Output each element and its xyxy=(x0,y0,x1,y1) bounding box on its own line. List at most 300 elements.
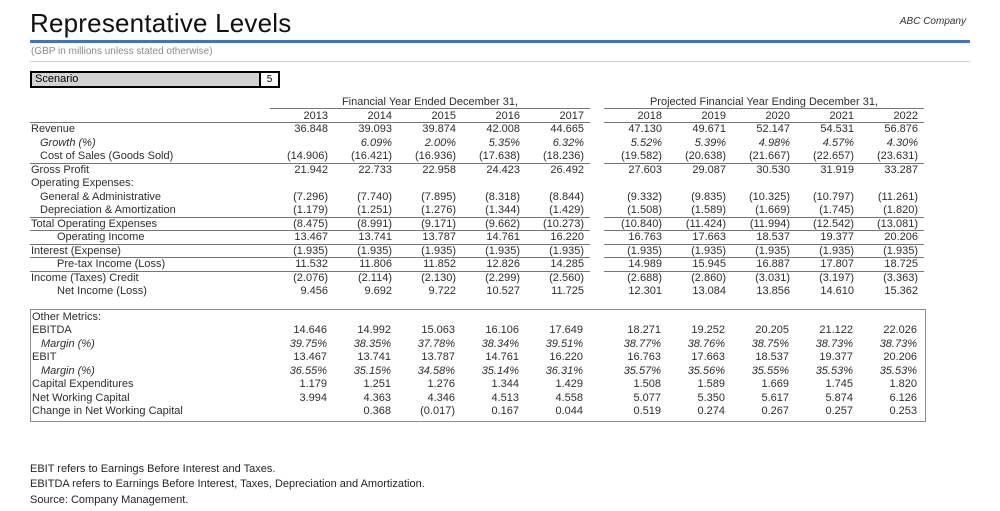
value-cell: 21.122 xyxy=(819,324,853,336)
value-cell xyxy=(526,177,590,191)
column-gap xyxy=(590,204,604,218)
value-cell xyxy=(525,311,589,325)
value-cell: 38.35% xyxy=(353,337,391,350)
value-cell: 16.106 xyxy=(485,324,519,336)
value-cell: (1.935) xyxy=(462,245,526,259)
scenario-value[interactable]: 5 xyxy=(259,73,278,86)
value-cell: 20.205 xyxy=(755,324,789,336)
value-cell: 6.32% xyxy=(552,136,584,149)
row-label: Change in Net Working Capital xyxy=(32,405,183,417)
value-cell: 16.220 xyxy=(526,231,590,245)
value-cell: (7.895) xyxy=(421,190,456,203)
corner-cell xyxy=(30,109,270,123)
column-gap xyxy=(589,405,603,419)
row-label: Growth (%) xyxy=(40,136,96,149)
value-cell: 17.807 xyxy=(796,258,860,272)
value-cell: 38.75% xyxy=(751,337,789,350)
column-gap xyxy=(589,392,603,406)
value-cell: (10.325) xyxy=(749,190,790,203)
value-cell: 0.044 xyxy=(555,405,583,417)
table-row xyxy=(30,258,970,272)
value-cell: 36.31% xyxy=(545,364,583,377)
value-cell: (2.560) xyxy=(549,271,584,284)
value-cell: (16.936) xyxy=(398,150,462,164)
value-cell: 12.826 xyxy=(462,258,526,272)
row-label: EBIT xyxy=(32,351,57,363)
value-cell: 5.874 xyxy=(825,391,853,404)
value-cell: 2.00% xyxy=(424,136,456,149)
year-header: 2017 xyxy=(526,109,590,123)
value-cell: (1.251) xyxy=(334,204,398,218)
value-cell: 0.257 xyxy=(825,405,853,417)
value-cell: (3.363) xyxy=(883,271,918,284)
value-cell: (16.421) xyxy=(334,150,398,164)
value-cell: (20.638) xyxy=(668,150,732,164)
row-label: Pre-tax Income (Loss) xyxy=(30,258,270,272)
value-cell: 38.77% xyxy=(623,337,661,350)
value-cell: 13.856 xyxy=(756,285,790,297)
value-cell: 13.787 xyxy=(421,351,455,363)
value-cell: 22.026 xyxy=(883,324,917,336)
value-cell: (9.332) xyxy=(627,190,662,203)
scenario-control[interactable] xyxy=(30,71,280,88)
value-cell: (17.638) xyxy=(462,150,526,164)
value-cell: (23.631) xyxy=(860,150,924,164)
value-cell: 1.429 xyxy=(555,378,583,390)
value-cell xyxy=(795,311,859,325)
table-row xyxy=(31,392,925,406)
value-cell: (10.797) xyxy=(813,190,854,203)
value-cell: (1.935) xyxy=(668,245,732,259)
row-label: Interest (Expense) xyxy=(30,245,270,259)
value-cell: 21.942 xyxy=(294,163,328,176)
value-cell: (1.935) xyxy=(526,245,590,259)
value-cell xyxy=(731,311,795,325)
year-header: 2022 xyxy=(860,109,924,123)
value-cell: 27.603 xyxy=(628,163,662,176)
table-row xyxy=(30,137,970,151)
value-cell: (3.031) xyxy=(755,271,790,284)
column-gap xyxy=(590,150,604,164)
value-cell: (7.740) xyxy=(357,190,392,203)
value-cell: (1.669) xyxy=(732,204,796,218)
year-header: 2021 xyxy=(796,109,860,123)
value-cell: 0.368 xyxy=(363,405,391,417)
value-cell: 14.989 xyxy=(604,258,668,272)
column-gap xyxy=(590,218,604,232)
group-header-row xyxy=(30,95,970,109)
value-cell: (12.542) xyxy=(796,218,860,232)
column-gap xyxy=(589,311,603,325)
value-cell: 20.206 xyxy=(883,351,917,363)
value-cell: 15.362 xyxy=(884,285,918,297)
value-cell: 11.532 xyxy=(270,258,334,272)
value-cell: 1.251 xyxy=(363,378,391,390)
footnote: Source: Company Management. xyxy=(30,493,189,506)
row-label: Operating Expenses: xyxy=(31,177,134,189)
footnote: EBIT refers to Earnings Before Interest and Taxes. xyxy=(30,462,276,475)
value-cell: 16.220 xyxy=(549,351,583,363)
value-cell: (19.582) xyxy=(604,150,668,164)
value-cell: (7.296) xyxy=(293,190,328,203)
value-cell: 0.167 xyxy=(491,405,519,417)
table-row xyxy=(30,177,970,191)
value-cell: 1.589 xyxy=(697,378,725,390)
value-cell: 22.958 xyxy=(422,163,456,176)
value-cell: 4.57% xyxy=(822,136,854,149)
column-gap xyxy=(590,164,604,178)
value-cell xyxy=(604,177,668,191)
value-cell xyxy=(398,177,462,191)
column-gap xyxy=(590,245,604,259)
value-cell: (1.935) xyxy=(334,245,398,259)
value-cell: 14.646 xyxy=(293,324,327,336)
value-cell: (1.935) xyxy=(860,245,924,259)
value-cell: (1.935) xyxy=(270,245,334,259)
value-cell: (1.935) xyxy=(398,245,462,259)
value-cell: 15.063 xyxy=(421,324,455,336)
column-gap xyxy=(590,137,604,151)
value-cell: 37.78% xyxy=(417,337,455,350)
row-label: Depreciation & Amortization xyxy=(30,204,270,218)
year-header: 2015 xyxy=(398,109,462,123)
value-cell xyxy=(462,177,526,191)
value-cell: (11.424) xyxy=(668,218,732,232)
value-cell: 0.519 xyxy=(633,405,661,417)
row-label: Margin (%) xyxy=(41,337,95,350)
group-header-projected: Projected Financial Year Ending December 31, xyxy=(604,95,924,109)
value-cell: 17.649 xyxy=(549,324,583,336)
row-label: Net Income (Loss) xyxy=(57,285,147,297)
value-cell: 10.527 xyxy=(486,285,520,297)
value-cell: 35.55% xyxy=(751,364,789,377)
column-gap xyxy=(589,365,603,379)
value-cell: 13.467 xyxy=(270,231,334,245)
table-row xyxy=(30,164,970,178)
value-cell: (1.935) xyxy=(604,245,668,259)
row-label: Operating Income xyxy=(30,231,270,245)
value-cell: (2.688) xyxy=(627,271,662,284)
value-cell xyxy=(796,177,860,191)
value-cell: (8.991) xyxy=(334,218,398,232)
column-gap xyxy=(590,285,604,299)
value-cell: 1.276 xyxy=(427,378,455,390)
value-cell: 1.669 xyxy=(761,378,789,390)
value-cell: 9.692 xyxy=(364,285,392,297)
value-cell: 33.287 xyxy=(884,163,918,176)
row-label: Gross Profit xyxy=(31,163,90,176)
value-cell: 35.14% xyxy=(481,364,519,377)
column-gap xyxy=(589,324,603,338)
value-cell: 26.492 xyxy=(550,163,584,176)
row-label: Margin (%) xyxy=(41,364,95,377)
value-cell: 29.087 xyxy=(692,163,726,176)
value-cell: 13.787 xyxy=(398,231,462,245)
value-cell: 19.252 xyxy=(691,324,725,336)
column-gap xyxy=(590,191,604,205)
group-header-historical: Financial Year Ended December 31, xyxy=(270,95,590,109)
value-cell: (2.114) xyxy=(357,271,392,284)
value-cell: (8.844) xyxy=(549,190,584,203)
units-subtitle: (GBP in millions unless stated otherwise) xyxy=(30,43,970,62)
value-cell: (10.840) xyxy=(604,218,668,232)
value-cell: 4.558 xyxy=(555,391,583,404)
row-label: Net Working Capital xyxy=(32,391,130,404)
value-cell: 13.741 xyxy=(357,351,391,363)
table-row xyxy=(30,272,970,286)
value-cell: 35.53% xyxy=(815,364,853,377)
value-cell: (1.745) xyxy=(796,204,860,218)
page-title: Representative Levels xyxy=(30,8,292,38)
value-cell: 36.848 xyxy=(294,123,328,135)
value-cell: 1.508 xyxy=(633,378,661,390)
value-cell: 16.887 xyxy=(732,258,796,272)
value-cell: 24.423 xyxy=(486,163,520,176)
value-cell: 44.665 xyxy=(550,123,584,135)
table-row xyxy=(30,218,970,232)
page-header xyxy=(0,0,1000,39)
value-cell: (1.344) xyxy=(462,204,526,218)
value-cell: (1.935) xyxy=(796,245,860,259)
company-name: ABC Company xyxy=(899,16,966,27)
value-cell: 35.57% xyxy=(623,364,661,377)
value-cell: 47.130 xyxy=(628,123,662,135)
table-row xyxy=(30,245,970,259)
value-cell xyxy=(269,405,333,419)
table-row xyxy=(31,311,925,325)
value-cell xyxy=(333,311,397,325)
value-cell: 15.945 xyxy=(668,258,732,272)
value-cell: 0.253 xyxy=(889,405,917,417)
financial-table xyxy=(30,95,970,299)
value-cell: (0.017) xyxy=(420,405,455,417)
value-cell: 0.274 xyxy=(697,405,725,417)
value-cell: 39.093 xyxy=(358,123,392,135)
value-cell: (14.906) xyxy=(270,150,334,164)
value-cell: (10.273) xyxy=(526,218,590,232)
value-cell: 17.663 xyxy=(691,351,725,363)
year-header: 2018 xyxy=(604,109,668,123)
column-gap xyxy=(590,258,604,272)
value-cell: (1.508) xyxy=(604,204,668,218)
value-cell: 3.994 xyxy=(299,391,327,404)
value-cell: (2.130) xyxy=(421,271,456,284)
row-label: Income (Taxes) Credit xyxy=(31,271,139,284)
value-cell: 6.126 xyxy=(889,391,917,404)
value-cell: 4.98% xyxy=(758,136,790,149)
value-cell xyxy=(668,177,732,191)
table-row xyxy=(31,338,925,352)
row-label: EBITDA xyxy=(32,324,72,336)
table-row xyxy=(30,231,970,245)
value-cell: (3.197) xyxy=(819,271,854,284)
value-cell: 5.617 xyxy=(761,391,789,404)
row-label: Total Operating Expenses xyxy=(30,218,270,232)
row-label: Revenue xyxy=(31,123,76,135)
row-label: Other Metrics: xyxy=(32,310,102,323)
year-header-row xyxy=(30,109,970,123)
value-cell: 14.761 xyxy=(462,231,526,245)
value-cell: (1.429) xyxy=(526,204,590,218)
table-row xyxy=(31,405,925,419)
value-cell: 1.344 xyxy=(491,378,519,390)
value-cell: 13.467 xyxy=(293,351,327,363)
table-row xyxy=(30,150,970,164)
value-cell: 6.09% xyxy=(360,136,392,149)
value-cell: 20.206 xyxy=(860,231,924,245)
table-row xyxy=(31,351,925,365)
column-gap xyxy=(590,272,604,286)
value-cell: 19.377 xyxy=(819,351,853,363)
value-cell xyxy=(667,311,731,325)
value-cell: 14.610 xyxy=(820,285,854,297)
value-cell: (1.276) xyxy=(398,204,462,218)
table-row xyxy=(30,123,970,137)
value-cell: (2.076) xyxy=(293,271,328,284)
value-cell: 17.663 xyxy=(668,231,732,245)
value-cell xyxy=(397,311,461,325)
value-cell: 18.271 xyxy=(627,324,661,336)
value-cell: 19.377 xyxy=(796,231,860,245)
value-cell: 4.346 xyxy=(427,391,455,404)
row-label: Cost of Sales (Goods Sold) xyxy=(30,150,270,164)
value-cell: 56.876 xyxy=(884,123,918,135)
value-cell: 16.763 xyxy=(604,231,668,245)
value-cell: 22.733 xyxy=(358,163,392,176)
column-gap xyxy=(590,123,604,137)
column-gap xyxy=(589,351,603,365)
value-cell: (1.179) xyxy=(270,204,334,218)
value-cell: 14.992 xyxy=(357,324,391,336)
value-cell xyxy=(334,177,398,191)
table-row xyxy=(31,324,925,338)
value-cell: 12.301 xyxy=(628,285,662,297)
value-cell: (22.657) xyxy=(796,150,860,164)
value-cell: 5.077 xyxy=(633,391,661,404)
row-label: Capital Expenditures xyxy=(32,378,134,390)
value-cell: (9.835) xyxy=(691,190,726,203)
table-row xyxy=(30,204,970,218)
value-cell: 4.30% xyxy=(886,136,918,149)
value-cell: 35.15% xyxy=(353,364,391,377)
footnote: EBITDA refers to Earnings Before Interest, Taxes, Depreciation and Amortization. xyxy=(30,478,425,490)
value-cell: 16.763 xyxy=(627,351,661,363)
value-cell: (2.860) xyxy=(691,271,726,284)
value-cell xyxy=(732,177,796,191)
value-cell: 9.722 xyxy=(428,285,456,297)
column-gap xyxy=(590,109,604,123)
value-cell: (11.994) xyxy=(732,218,796,232)
value-cell: 14.285 xyxy=(526,258,590,272)
value-cell xyxy=(461,311,525,325)
value-cell: 30.530 xyxy=(756,163,790,176)
value-cell: (2.299) xyxy=(485,271,520,284)
value-cell: (8.318) xyxy=(485,190,520,203)
value-cell: (1.820) xyxy=(860,204,924,218)
value-cell: (1.935) xyxy=(732,245,796,259)
value-cell: (11.261) xyxy=(877,190,918,203)
scenario-label: Scenario xyxy=(35,73,79,85)
value-cell: 38.73% xyxy=(879,337,917,350)
column-gap xyxy=(590,177,604,191)
value-cell: 11.852 xyxy=(398,258,462,272)
value-cell: 38.34% xyxy=(481,337,519,350)
value-cell: 18.537 xyxy=(732,231,796,245)
value-cell: 42.008 xyxy=(486,123,520,135)
column-gap xyxy=(589,378,603,392)
value-cell: 39.75% xyxy=(289,337,327,350)
value-cell xyxy=(859,311,923,325)
year-header: 2019 xyxy=(668,109,732,123)
value-cell: 54.531 xyxy=(820,123,854,135)
corner-cell xyxy=(30,95,270,109)
table-row xyxy=(31,378,925,392)
value-cell: 35.53% xyxy=(879,364,917,377)
value-cell: 0.267 xyxy=(761,405,789,417)
table-row xyxy=(31,365,925,379)
value-cell: 38.73% xyxy=(815,337,853,350)
year-header: 2014 xyxy=(334,109,398,123)
column-gap xyxy=(589,338,603,352)
value-cell: 9.456 xyxy=(300,285,328,297)
value-cell: 1.179 xyxy=(299,378,327,390)
value-cell: 39.51% xyxy=(545,337,583,350)
value-cell: 31.919 xyxy=(820,163,854,176)
value-cell: 11.806 xyxy=(334,258,398,272)
table-row xyxy=(30,191,970,205)
value-cell xyxy=(270,177,334,191)
value-cell: 5.39% xyxy=(694,136,726,149)
value-cell: (9.662) xyxy=(462,218,526,232)
value-cell: (18.236) xyxy=(526,150,590,164)
value-cell: (1.589) xyxy=(668,204,732,218)
value-cell xyxy=(269,311,333,325)
value-cell: 4.513 xyxy=(491,391,519,404)
value-cell: 5.35% xyxy=(488,136,520,149)
value-cell: 35.56% xyxy=(687,364,725,377)
value-cell: (9.171) xyxy=(398,218,462,232)
value-cell xyxy=(270,137,334,151)
year-header: 2020 xyxy=(732,109,796,123)
other-metrics-box xyxy=(30,309,926,422)
value-cell: 5.52% xyxy=(630,136,662,149)
value-cell: 18.537 xyxy=(755,351,789,363)
value-cell: 34.58% xyxy=(417,364,455,377)
value-cell: 36.55% xyxy=(289,364,327,377)
value-cell: 5.350 xyxy=(697,391,725,404)
table-row xyxy=(30,285,970,299)
footnotes xyxy=(30,462,970,509)
column-gap xyxy=(590,95,604,109)
value-cell: 13.741 xyxy=(334,231,398,245)
value-cell: 11.725 xyxy=(551,285,584,297)
year-header: 2013 xyxy=(270,109,334,123)
value-cell: 1.745 xyxy=(825,378,853,390)
year-header: 2016 xyxy=(462,109,526,123)
value-cell: (8.475) xyxy=(270,218,334,232)
value-cell: 39.874 xyxy=(422,123,456,135)
value-cell: (13.081) xyxy=(860,218,924,232)
value-cell: 1.820 xyxy=(889,378,917,390)
row-label: General & Administrative xyxy=(40,190,162,203)
value-cell: 49.671 xyxy=(692,123,726,135)
value-cell: 4.363 xyxy=(363,391,391,404)
value-cell: 52.147 xyxy=(756,123,790,135)
column-gap xyxy=(590,231,604,245)
value-cell: 14.761 xyxy=(485,351,519,363)
value-cell: 13.084 xyxy=(692,285,726,297)
value-cell: (21.667) xyxy=(732,150,796,164)
